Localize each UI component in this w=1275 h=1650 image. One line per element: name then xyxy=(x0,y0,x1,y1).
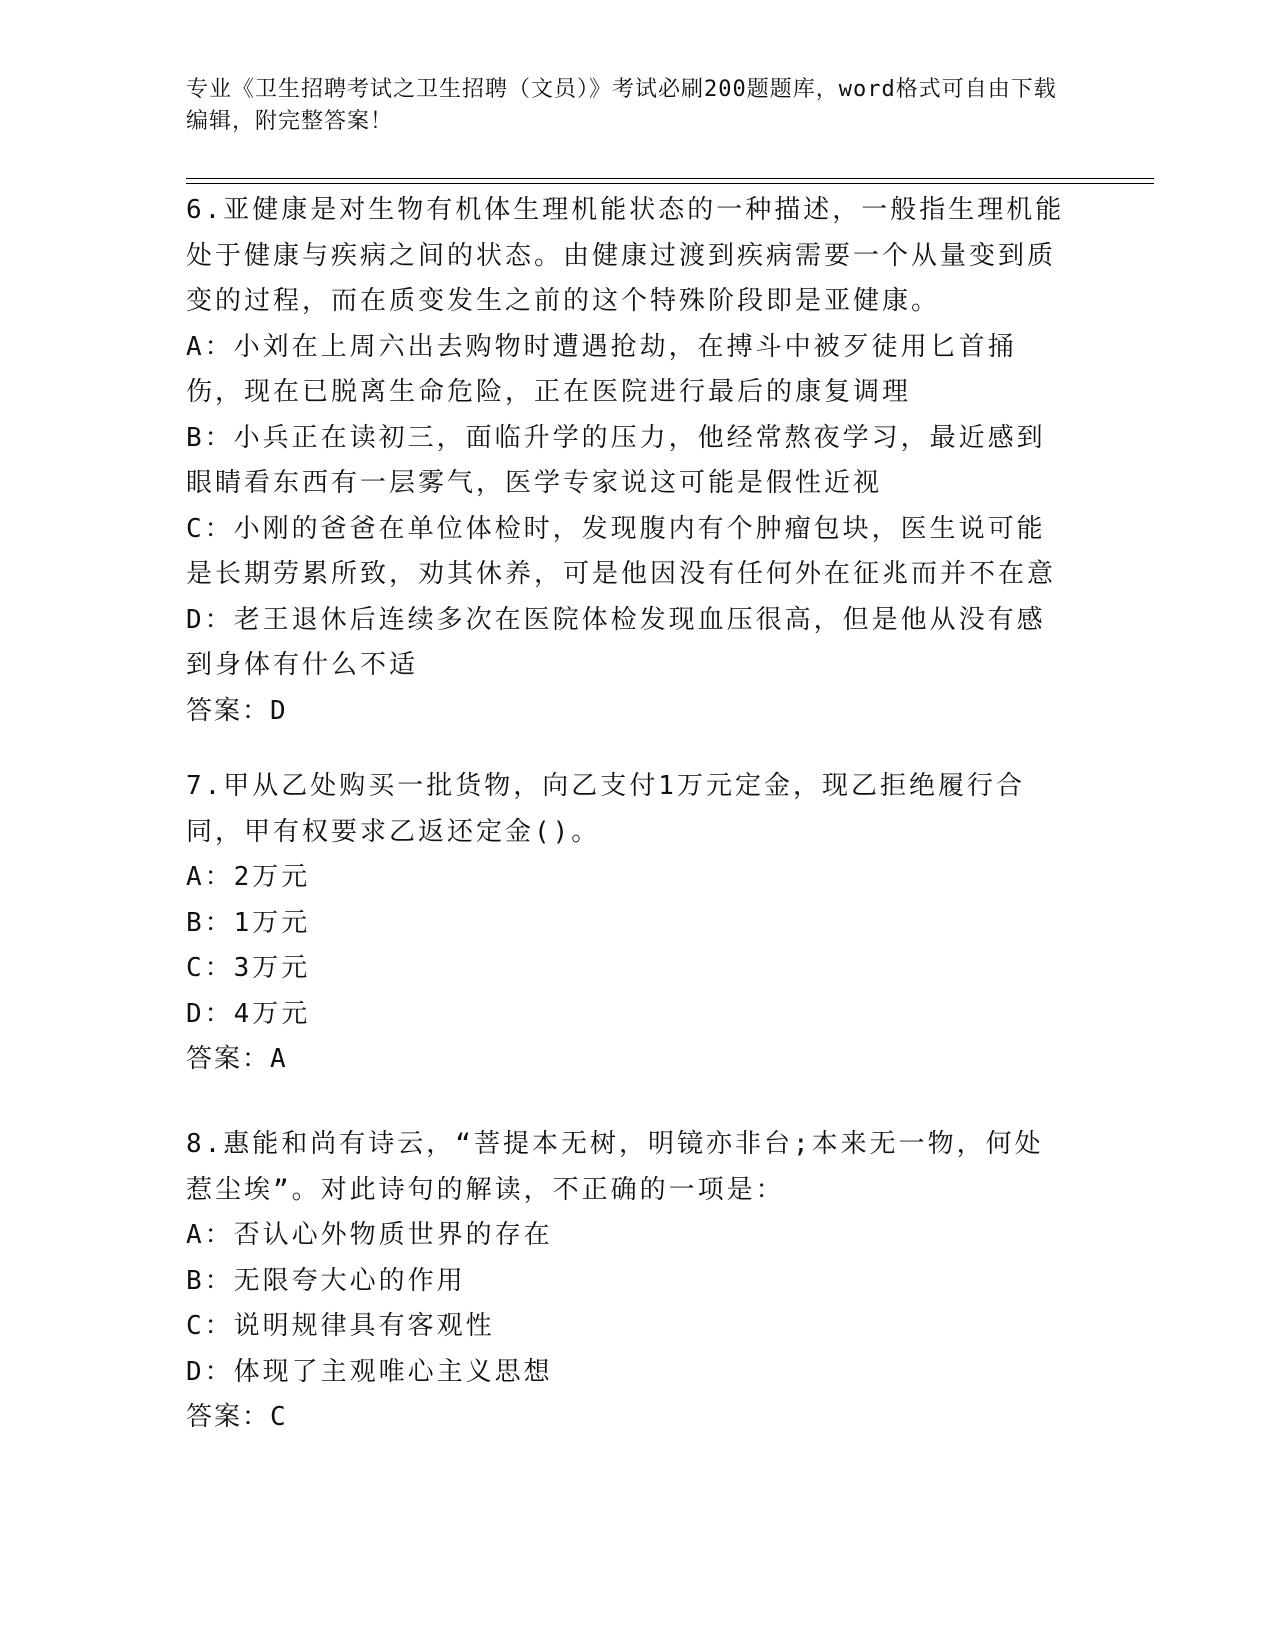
answer-label: 答案： xyxy=(186,1402,271,1432)
option-d: D：4万元 xyxy=(186,998,311,1029)
question-stem: 8.惠能和尚有诗云，“菩提本无树，明镜亦非台;本来无一物，何处惹尘埃”。对此诗句的解读，不正确的一项是： xyxy=(186,1129,1044,1205)
question-stem: 6.亚健康是对生物有机体生理机能状态的一种描述，一般指生理机能处于健康与疾病之间的状态。由健康过渡到疾病需要一个从量变到质变的过程，而在质变发生之前的这个特殊阶段即是亚健康。 xyxy=(186,195,1065,316)
header-divider-line xyxy=(186,178,1154,179)
option-a: A：否认心外物质世界的存在 xyxy=(186,1220,553,1250)
answer-label: 答案： xyxy=(186,1044,271,1074)
option-d: D：体现了主观唯心主义思想 xyxy=(186,1356,553,1387)
header-divider-line xyxy=(186,183,1154,184)
option-a: A：2万元 xyxy=(186,862,311,892)
question-block xyxy=(186,764,1066,1083)
answer-value: C xyxy=(270,1402,288,1432)
answer-value: A xyxy=(270,1044,288,1074)
document-header-intro: 专业《卫生招聘考试之卫生招聘（文员）》考试必刷200题题库，word格式可自由下载编辑，附完整答案！ xyxy=(186,77,1057,134)
option-b: B：小兵正在读初三，面临升学的压力，他经常熬夜学习，最近感到眼睛看东西有一层雾气，医学专家说这可能是假性近视 xyxy=(186,422,1046,498)
answer-line xyxy=(186,1395,1066,1441)
question-stem: 7.甲从乙处购买一批货物，向乙支付1万元定金，现乙拒绝履行合同，甲有权要求乙返还定金()。 xyxy=(186,771,1025,847)
option-c: C：说明规律具有客观性 xyxy=(186,1311,495,1341)
option-c: C：3万元 xyxy=(186,953,311,983)
answer-label: 答案： xyxy=(186,695,271,726)
answer-line xyxy=(186,689,1066,735)
answer-line xyxy=(186,1037,1066,1083)
answer-value: D xyxy=(270,695,288,726)
option-b: B：无限夸大心的作用 xyxy=(186,1265,466,1296)
question-block xyxy=(186,1122,1066,1441)
question-block xyxy=(186,188,1066,734)
option-a: A：小刘在上周六出去购物时遭遇抢劫，在搏斗中被歹徒用匕首捅伤，现在已脱离生命危险，正在医院进行最后的康复调理 xyxy=(186,331,1017,407)
option-d: D：老王退休后连续多次在医院体检发现血压很高，但是他从没有感到身体有什么不适 xyxy=(186,604,1046,680)
option-c: C：小刚的爸爸在单位体检时，发现腹内有个肿瘤包块，医生说可能是长期劳累所致，劝其休养，可是他因没有任何外在征兆而并不在意 xyxy=(186,513,1057,589)
option-b: B：1万元 xyxy=(186,907,311,938)
